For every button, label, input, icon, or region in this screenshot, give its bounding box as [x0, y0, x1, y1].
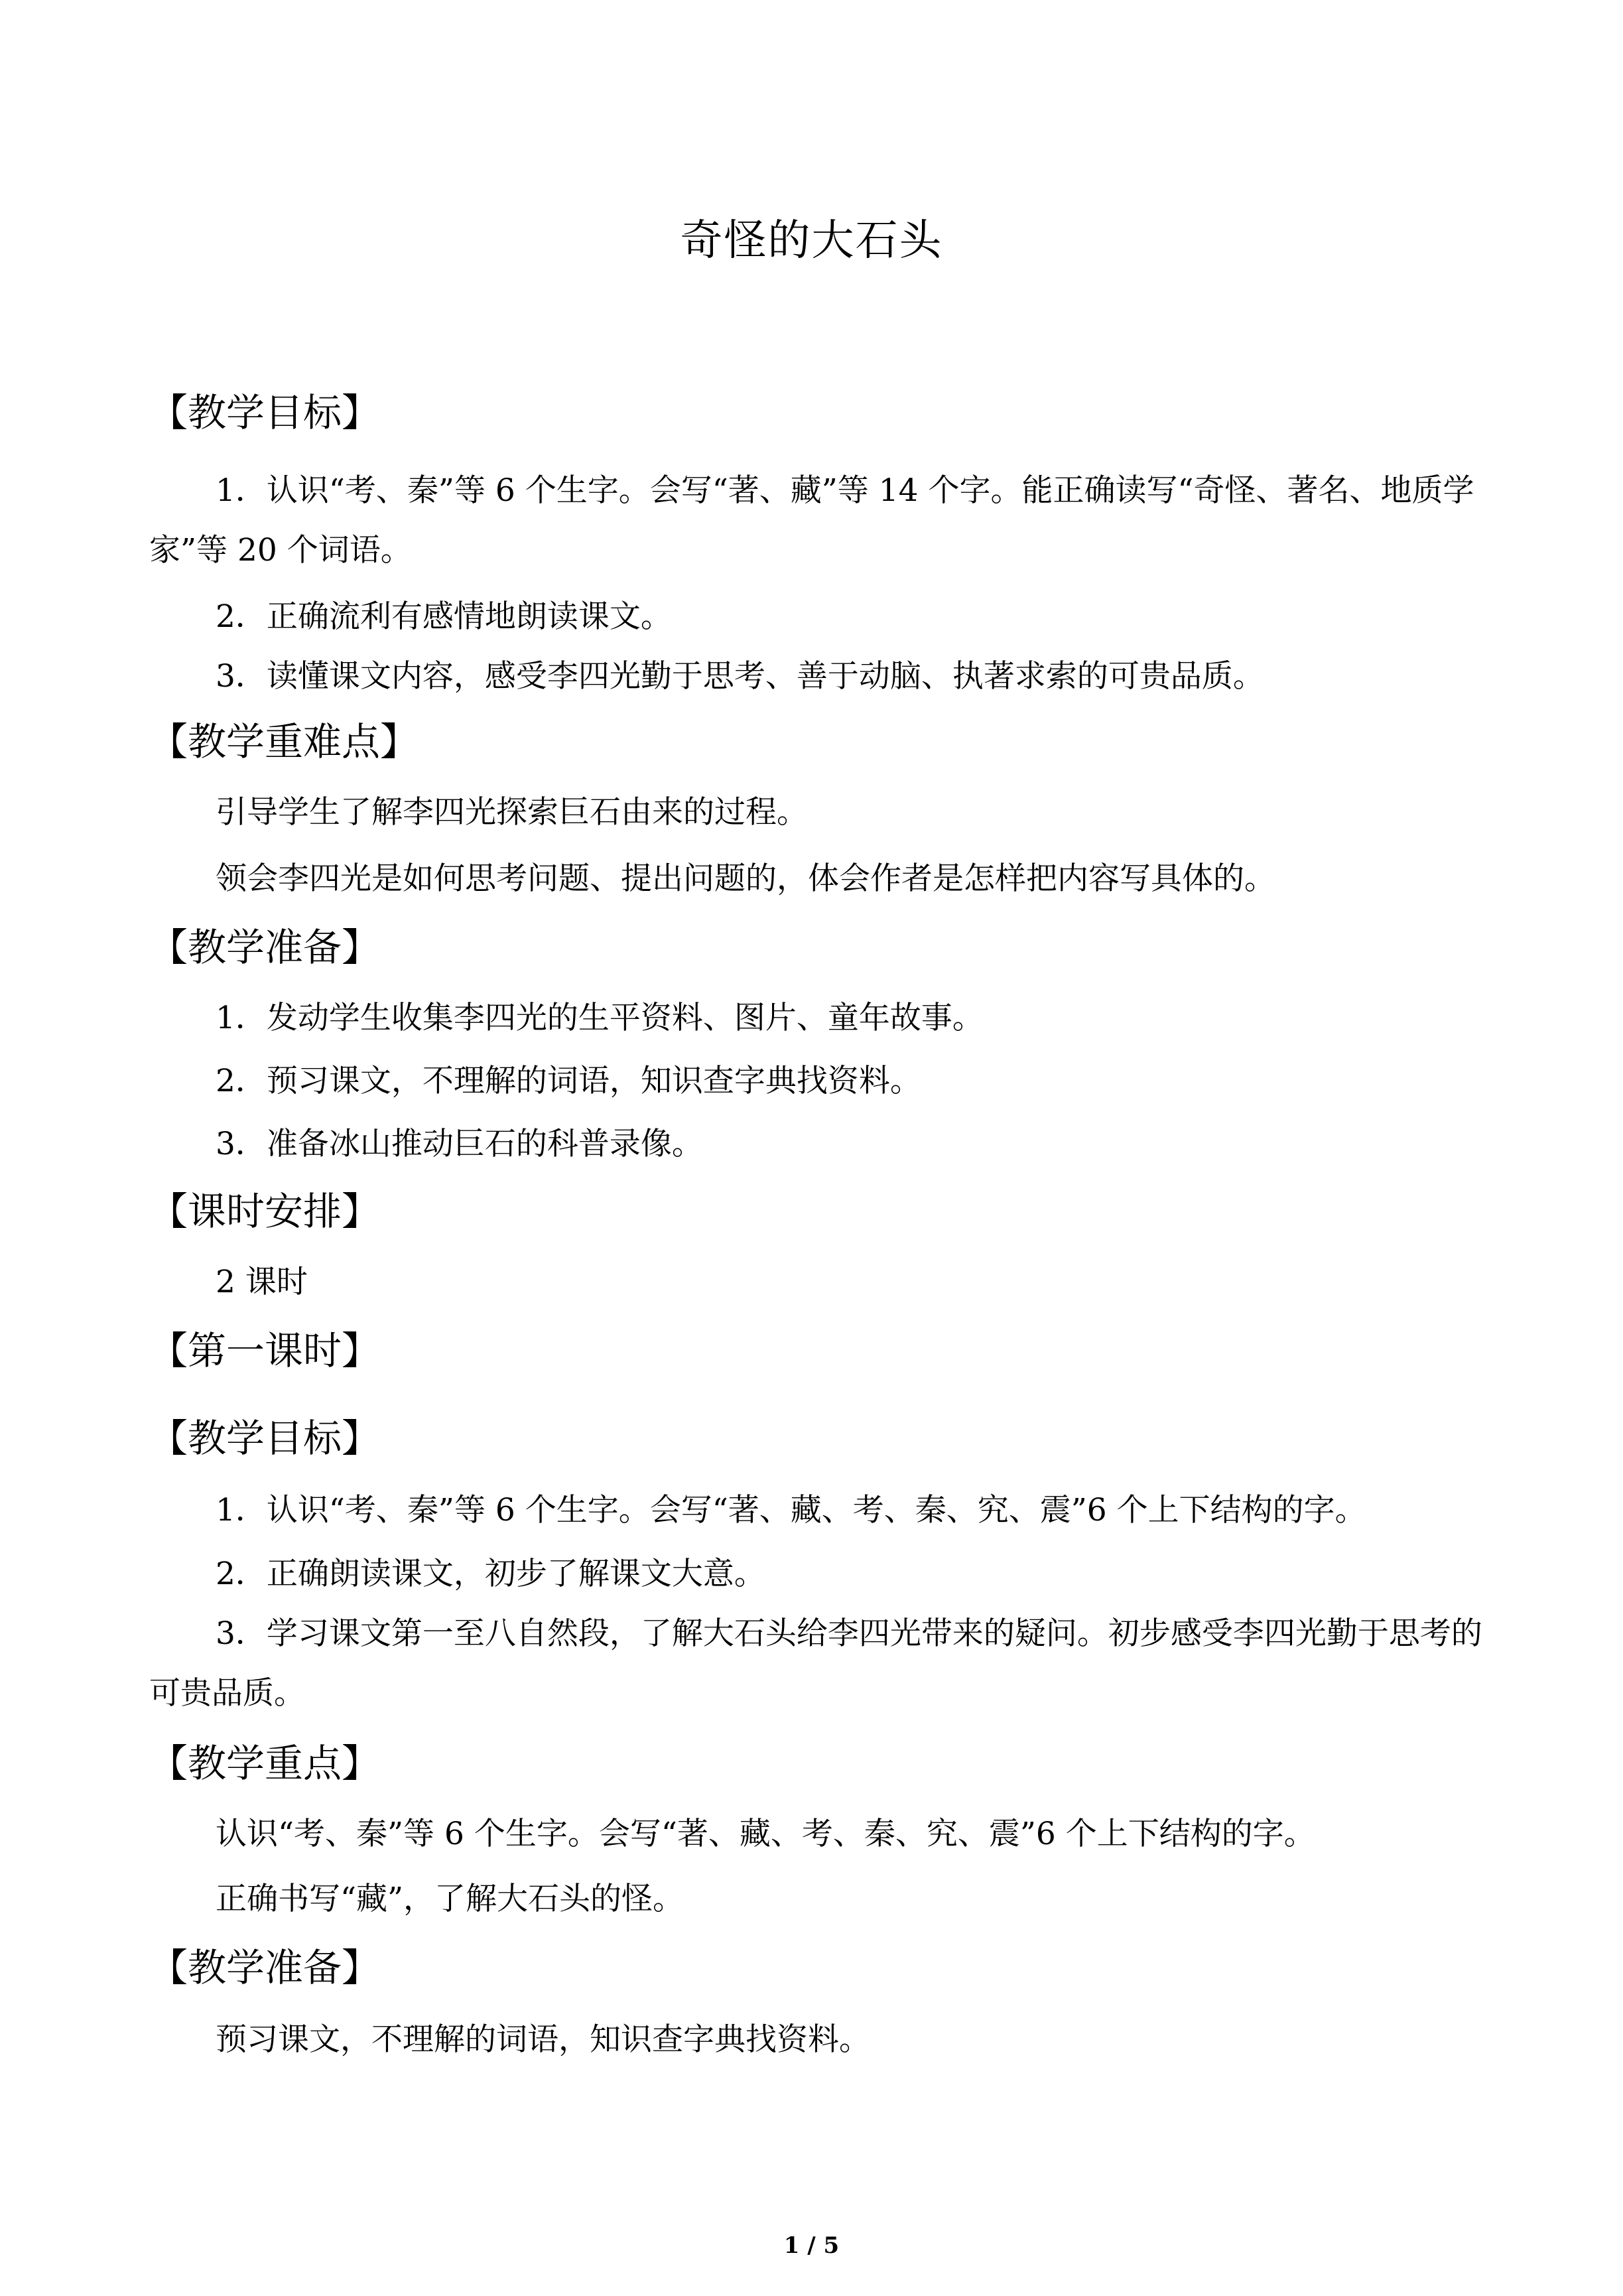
key-point-line-2: 领会李四光是如何思考问题、提出问题的，体会作者是怎样把内容写具体的。: [216, 860, 1275, 897]
lesson-key-1: 认识“考、秦”等 6 个生字。会写“著、藏、考、秦、究、震”6 个上下结构的字。: [216, 1816, 1315, 1852]
lesson-goal-2: 2．正确朗读课文，初步了解课文大意。: [216, 1556, 765, 1592]
page-number: 1 / 5: [783, 2232, 840, 2259]
prep-item-1: 1．发动学生收集李四光的生平资料、图片、童年故事。: [216, 1000, 984, 1036]
heading-teaching-prep: 【教学准备】: [149, 925, 381, 970]
heading-teaching-goals: 【教学目标】: [149, 390, 381, 435]
heading-lesson-one: 【第一课时】: [149, 1328, 381, 1373]
heading-lesson-one-prep: 【教学准备】: [149, 1945, 381, 1990]
key-point-line-1: 引导学生了解李四光探索巨石由来的过程。: [216, 794, 808, 831]
lesson-prep-1: 预习课文，不理解的词语，知识查字典找资料。: [216, 2021, 870, 2058]
prep-item-3: 3．准备冰山推动巨石的科普录像。: [216, 1126, 703, 1162]
goal-item-2: 2．正确流利有感情地朗读课文。: [216, 598, 672, 635]
heading-lesson-one-key-points: 【教学重点】: [149, 1741, 381, 1786]
prep-item-2: 2．预习课文，不理解的词语，知识查字典找资料。: [216, 1063, 921, 1099]
goal-item-3: 3．读懂课文内容，感受李四光勤于思考、善于动脑、执著求索的可贵品质。: [216, 658, 1264, 695]
lesson-key-2: 正确书写“藏”，了解大石头的怪。: [216, 1881, 684, 1917]
heading-lesson-one-goals: 【教学目标】: [149, 1416, 381, 1461]
lesson-goal-3: 3．学习课文第一至八自然段，了解大石头给李四光带来的疑问。初步感受李四光勤于思考的可贵品质。: [149, 1615, 1482, 1712]
heading-key-difficult-points: 【教学重难点】: [149, 719, 419, 764]
schedule-line: 2 课时: [216, 1264, 308, 1300]
goal-item-1: 1．认识“考、秦”等 6 个生字。会写“著、藏”等 14 个字。能正确读写“奇怪、著名、地质学家”等 20 个词语。: [149, 472, 1474, 569]
document-title: 奇怪的大石头: [680, 216, 943, 265]
lesson-goal-1: 1．认识“考、秦”等 6 个生字。会写“著、藏、考、秦、究、震”6 个上下结构的字。: [216, 1492, 1366, 1528]
heading-class-schedule: 【课时安排】: [149, 1189, 381, 1234]
